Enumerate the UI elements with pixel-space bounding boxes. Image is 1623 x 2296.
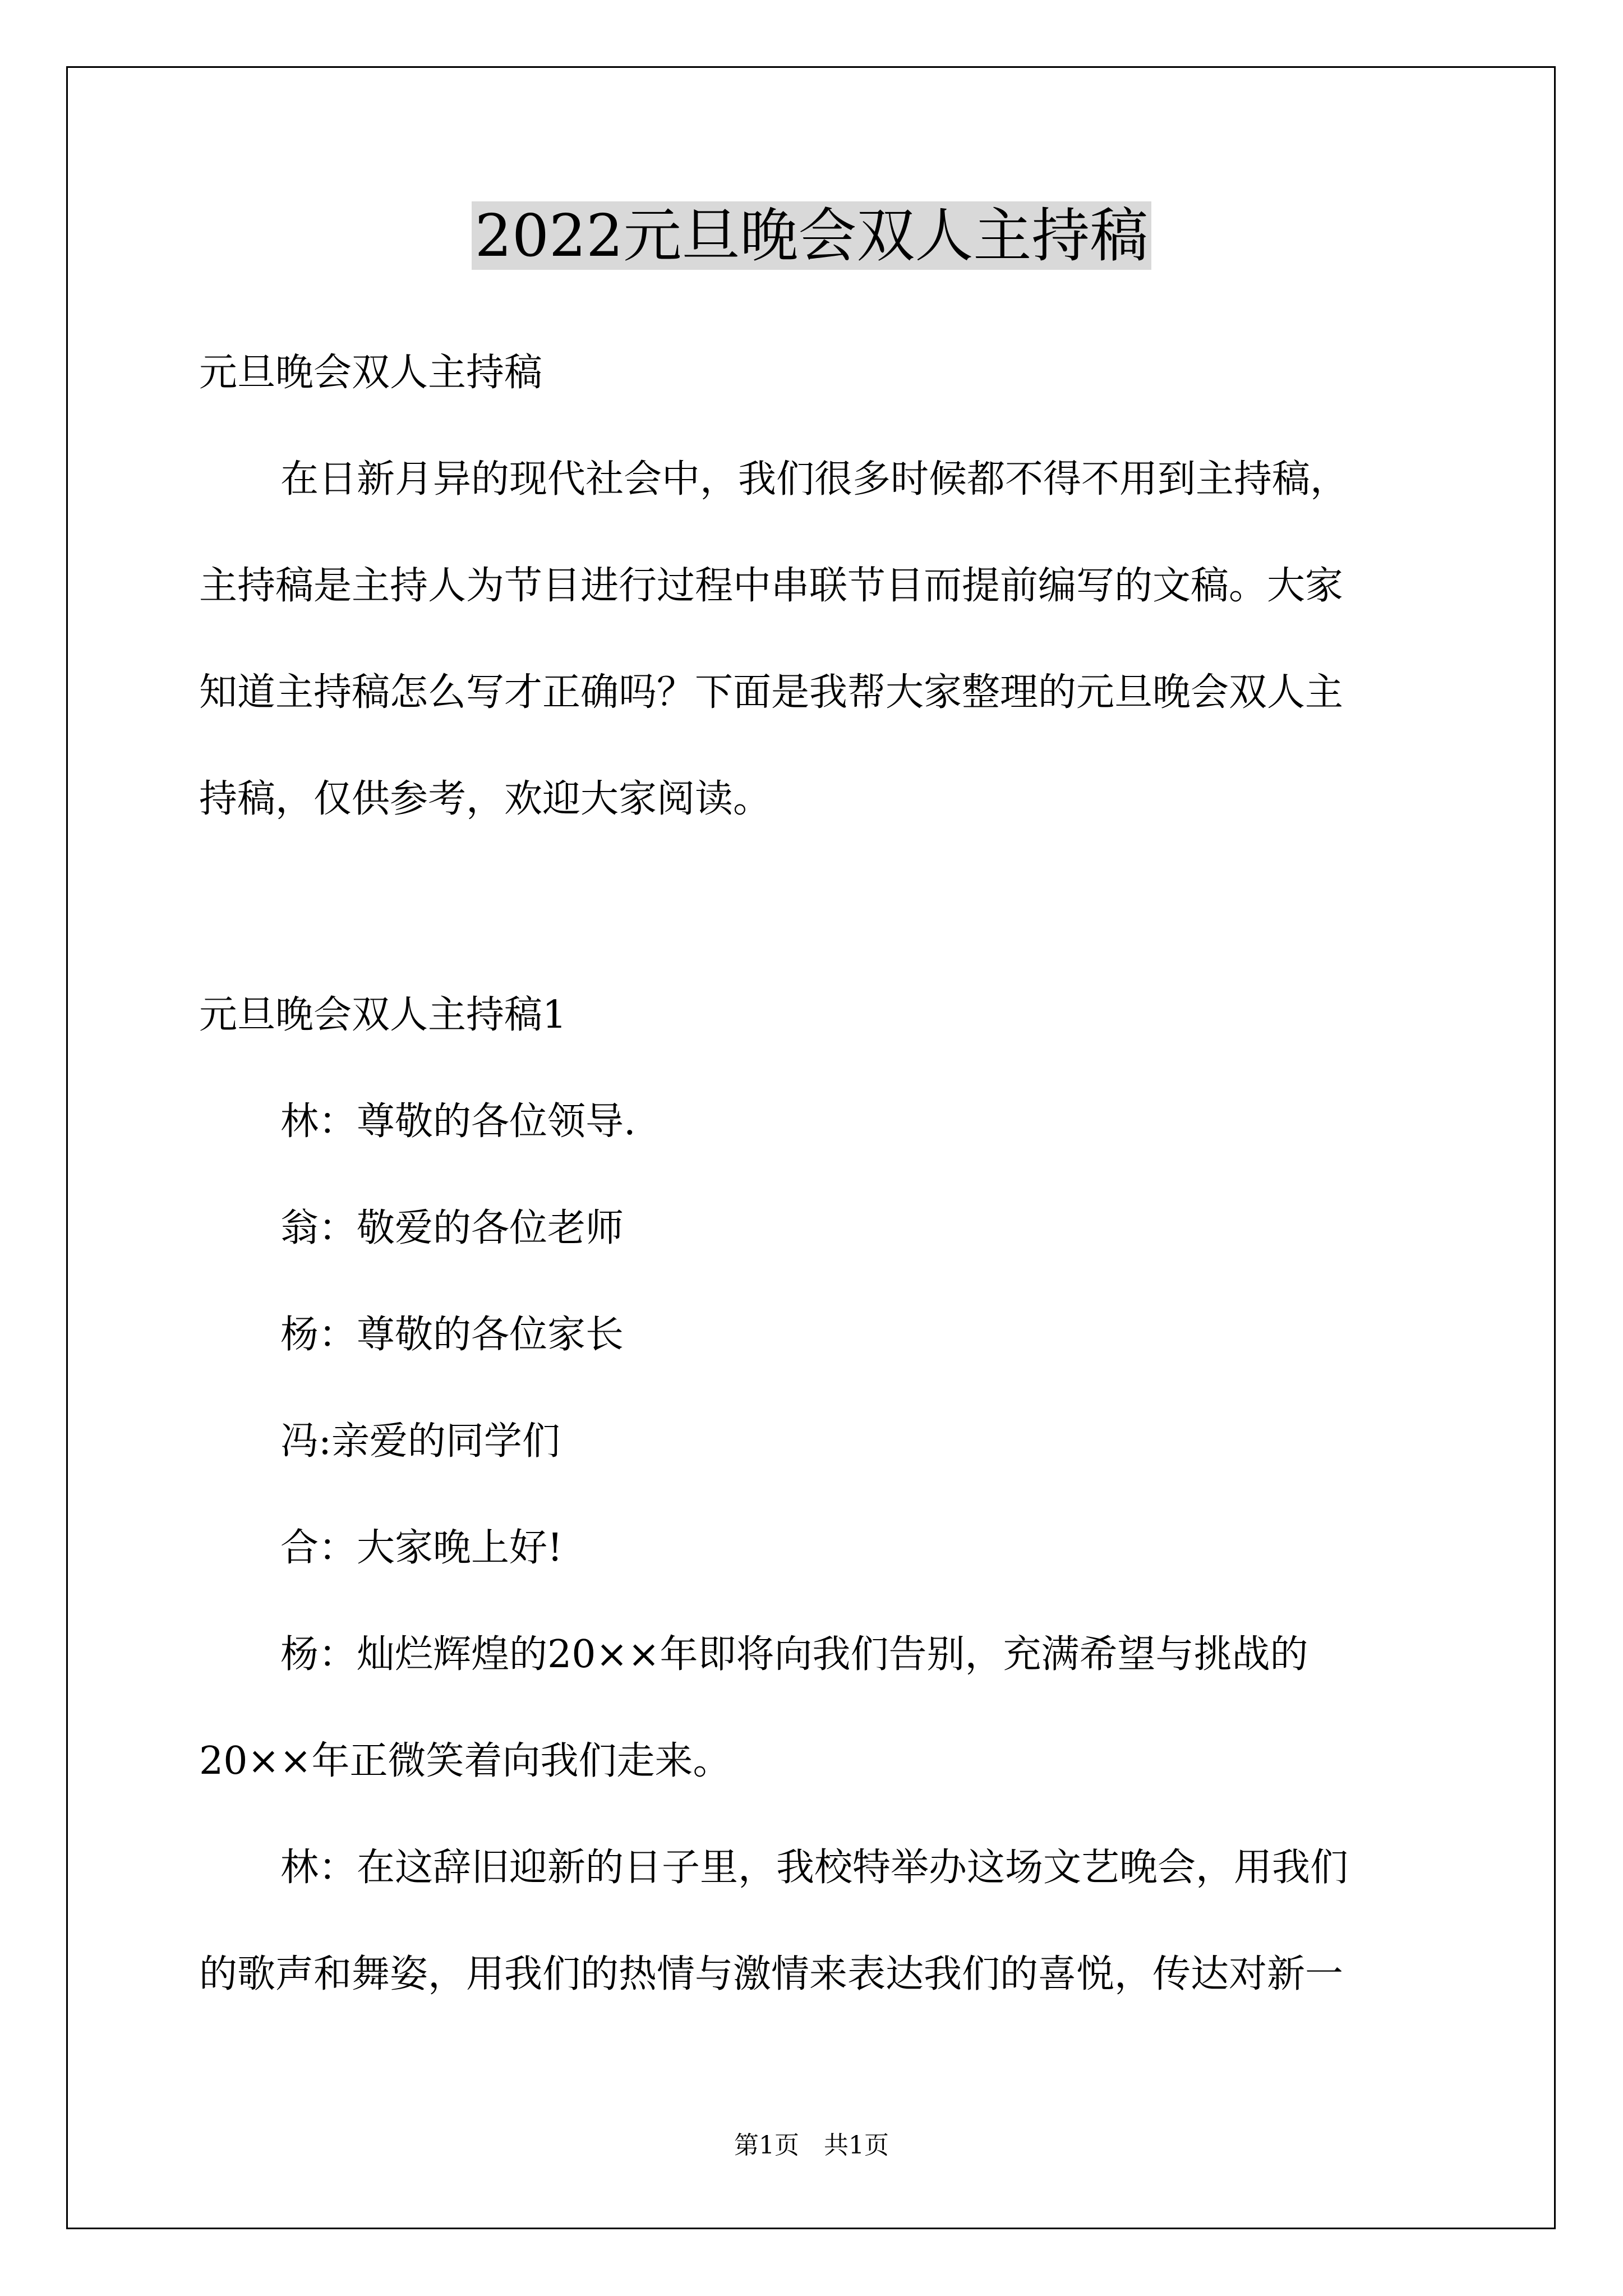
intro-line: 持稿，仅供参考，欢迎大家阅读。 xyxy=(199,777,772,821)
script-line: 冯:亲爱的同学们 xyxy=(280,1419,560,1464)
intro-line: 在日新月异的现代社会中，我们很多时候都不得不用到主持稿， xyxy=(280,457,1349,501)
script-line: 杨：灿烂辉煌的20××年即将向我们告别，充满希望与挑战的 xyxy=(280,1632,1308,1677)
script-line: 翁：敬爱的各位老师 xyxy=(280,1206,624,1250)
page-footer: 第1页 共1页 xyxy=(734,2131,889,2160)
section-heading: 元旦晚会双人主持稿1 xyxy=(199,993,567,1037)
subtitle: 元旦晚会双人主持稿 xyxy=(199,351,543,395)
script-line: 林：在这辞旧迎新的日子里，我校特举办这场文艺晚会，用我们 xyxy=(280,1846,1349,1890)
script-line: 合：大家晚上好! xyxy=(280,1526,563,1570)
intro-line: 知道主持稿怎么写才正确吗？下面是我帮大家整理的元旦晚会双人主 xyxy=(199,670,1344,715)
intro-line: 主持稿是主持人为节目进行过程中串联节目而提前编写的文稿。大家 xyxy=(199,564,1344,608)
script-line: 的歌声和舞姿，用我们的热情与激情来表达我们的喜悦，传达对新一 xyxy=(199,1952,1344,1996)
document-title: 2022元旦晚会双人主持稿 xyxy=(0,196,1623,275)
script-line: 林：尊敬的各位领导. xyxy=(280,1099,636,1144)
script-line: 杨：尊敬的各位家长 xyxy=(280,1313,624,1357)
script-line: 20××年正微笑着向我们走来。 xyxy=(199,1739,731,1783)
